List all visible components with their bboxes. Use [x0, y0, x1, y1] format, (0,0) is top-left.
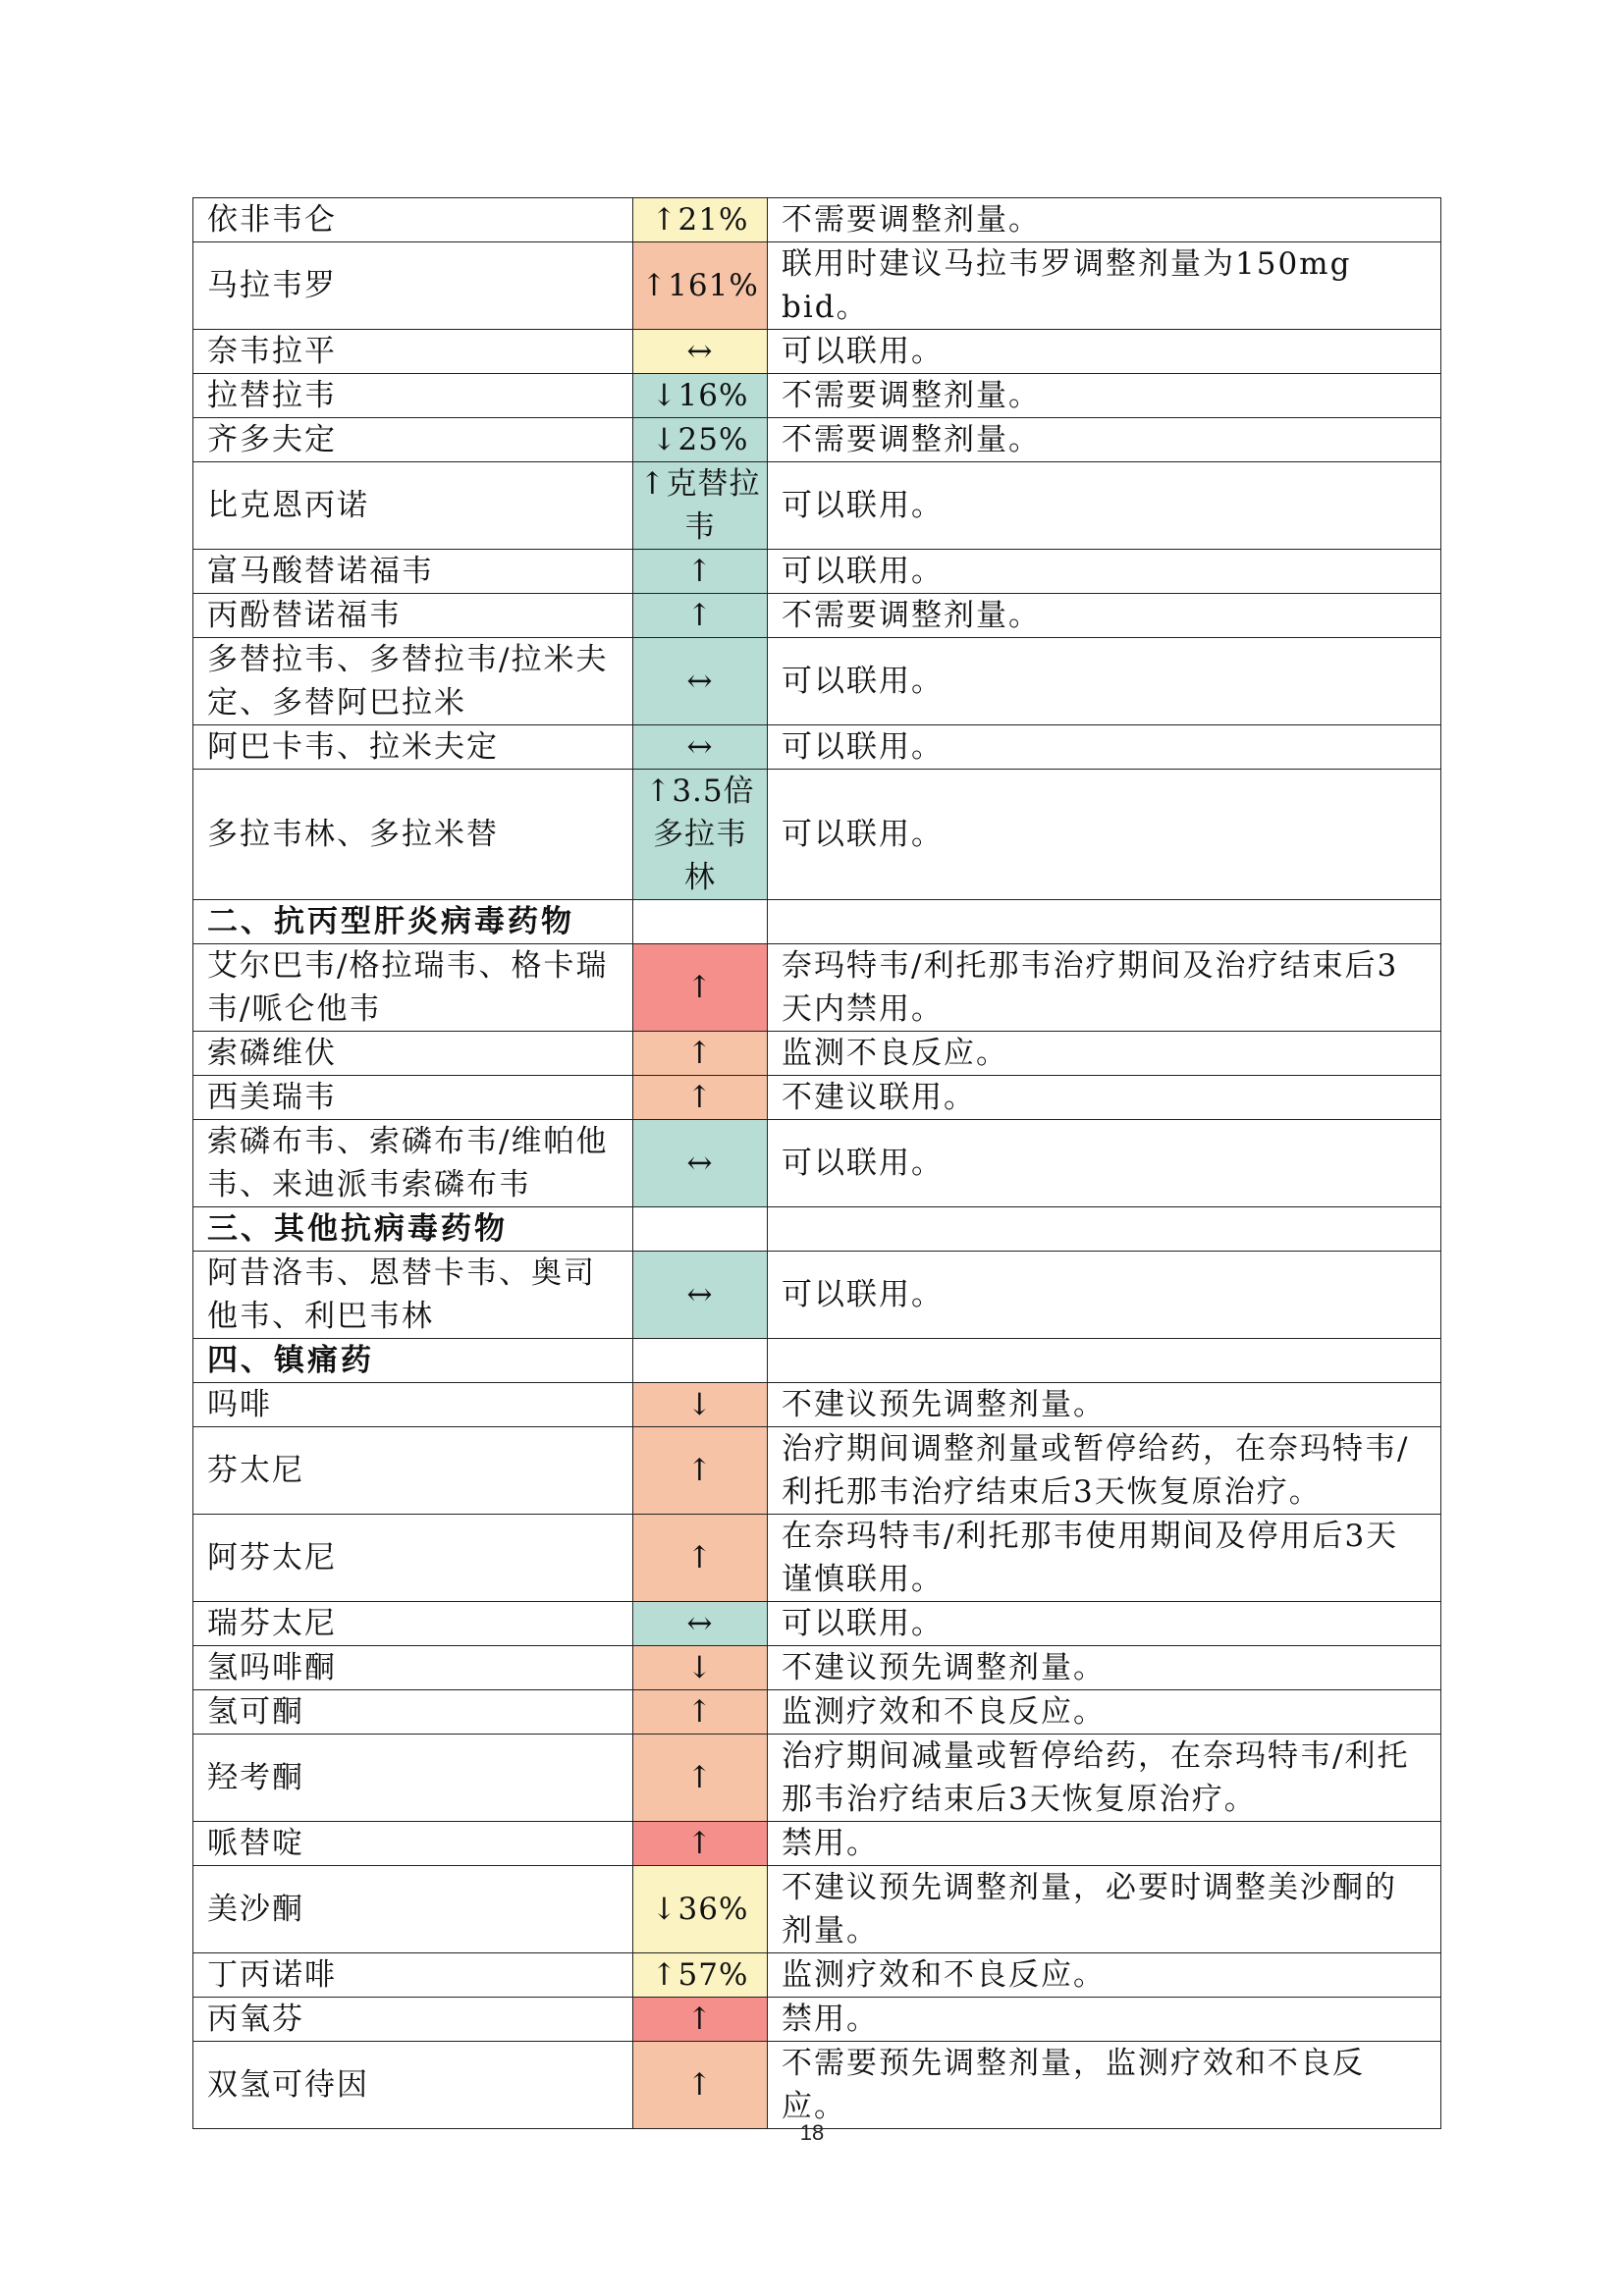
effect-cell: ↔: [633, 638, 768, 725]
effect-cell: ↓16%: [633, 374, 768, 418]
drug-interaction-table: [192, 197, 1441, 2129]
drug-name-cell: 奈韦拉平: [193, 330, 633, 374]
table-row: [193, 1646, 1441, 1690]
table-row: [193, 725, 1441, 770]
recommendation-cell: 可以联用。: [768, 330, 1441, 374]
table-row: [193, 1866, 1441, 1953]
table-row: [193, 418, 1441, 462]
drug-name-cell: 多拉韦林、多拉米替: [193, 770, 633, 900]
recommendation-cell: [768, 900, 1441, 944]
table-row: [193, 1427, 1441, 1515]
effect-cell: ↑: [633, 944, 768, 1032]
recommendation-cell: 可以联用。: [768, 550, 1441, 594]
recommendation-cell: [768, 1339, 1441, 1383]
effect-cell: [633, 1339, 768, 1383]
effect-cell: ↑: [633, 594, 768, 638]
drug-name-cell: 芬太尼: [193, 1427, 633, 1515]
recommendation-cell: 监测不良反应。: [768, 1032, 1441, 1076]
drug-name-cell: 依非韦仑: [193, 198, 633, 242]
drug-name-cell: 羟考酮: [193, 1735, 633, 1822]
effect-cell: ↑57%: [633, 1953, 768, 1998]
recommendation-cell: 监测疗效和不良反应。: [768, 1953, 1441, 1998]
effect-cell: ↑: [633, 2042, 768, 2129]
recommendation-cell: 在奈玛特韦/利托那韦使用期间及停用后3天谨慎联用。: [768, 1515, 1441, 1602]
recommendation-cell: 不建议联用。: [768, 1076, 1441, 1120]
table-row: [193, 1120, 1441, 1207]
effect-cell: ↔: [633, 1120, 768, 1207]
recommendation-cell: [768, 1207, 1441, 1252]
recommendation-cell: 奈玛特韦/利托那韦治疗期间及治疗结束后3天内禁用。: [768, 944, 1441, 1032]
table-row: [193, 242, 1441, 330]
recommendation-cell: 治疗期间减量或暂停给药，在奈玛特韦/利托那韦治疗结束后3天恢复原治疗。: [768, 1735, 1441, 1822]
recommendation-cell: 不建议预先调整剂量。: [768, 1646, 1441, 1690]
table-row: [193, 944, 1441, 1032]
table-row: [193, 550, 1441, 594]
effect-cell: [633, 1207, 768, 1252]
drug-name-cell: 氢可酮: [193, 1690, 633, 1735]
drug-name-cell: 美沙酮: [193, 1866, 633, 1953]
effect-cell: ↓25%: [633, 418, 768, 462]
effect-cell: ↑: [633, 1076, 768, 1120]
table-row: [193, 1383, 1441, 1427]
recommendation-cell: 不需要预先调整剂量，监测疗效和不良反应。: [768, 2042, 1441, 2129]
section-title: 三、其他抗病毒药物: [193, 1207, 633, 1252]
effect-cell: ↓: [633, 1383, 768, 1427]
recommendation-cell: 不需要调整剂量。: [768, 198, 1441, 242]
recommendation-cell: 不建议预先调整剂量，必要时调整美沙酮的剂量。: [768, 1866, 1441, 1953]
section-title: 四、镇痛药: [193, 1339, 633, 1383]
drug-name-cell: 瑞芬太尼: [193, 1602, 633, 1646]
table-row: [193, 1690, 1441, 1735]
table-row: [193, 330, 1441, 374]
recommendation-cell: 可以联用。: [768, 725, 1441, 770]
effect-cell: ↓36%: [633, 1866, 768, 1953]
recommendation-cell: 可以联用。: [768, 1120, 1441, 1207]
drug-name-cell: 丁丙诺啡: [193, 1953, 633, 1998]
drug-name-cell: 丙氧芬: [193, 1998, 633, 2042]
drug-name-cell: 西美瑞韦: [193, 1076, 633, 1120]
recommendation-cell: 联用时建议马拉韦罗调整剂量为150mg bid。: [768, 242, 1441, 330]
drug-name-cell: 阿巴卡韦、拉米夫定: [193, 725, 633, 770]
drug-name-cell: 多替拉韦、多替拉韦/拉米夫定、多替阿巴拉米: [193, 638, 633, 725]
effect-cell: ↔: [633, 1252, 768, 1339]
table-row: [193, 1032, 1441, 1076]
drug-name-cell: 氢吗啡酮: [193, 1646, 633, 1690]
drug-name-cell: 索磷布韦、索磷布韦/维帕他韦、来迪派韦索磷布韦: [193, 1120, 633, 1207]
effect-cell: ↑: [633, 1735, 768, 1822]
recommendation-cell: 不需要调整剂量。: [768, 374, 1441, 418]
recommendation-cell: 可以联用。: [768, 1602, 1441, 1646]
section-title: 二、抗丙型肝炎病毒药物: [193, 900, 633, 944]
effect-cell: ↑: [633, 1998, 768, 2042]
table-row: [193, 198, 1441, 242]
recommendation-cell: 治疗期间调整剂量或暂停给药，在奈玛特韦/利托那韦治疗结束后3天恢复原治疗。: [768, 1427, 1441, 1515]
table-row: [193, 1076, 1441, 1120]
table-row: [193, 1252, 1441, 1339]
table-row: [193, 1735, 1441, 1822]
table-row: [193, 1515, 1441, 1602]
effect-cell: ↔: [633, 330, 768, 374]
drug-name-cell: 富马酸替诺福韦: [193, 550, 633, 594]
effect-cell: [633, 900, 768, 944]
effect-cell: ↑: [633, 1515, 768, 1602]
recommendation-cell: 不建议预先调整剂量。: [768, 1383, 1441, 1427]
section-header-row: [193, 900, 1441, 944]
effect-cell: ↑3.5倍多拉韦林: [633, 770, 768, 900]
effect-cell: ↔: [633, 1602, 768, 1646]
drug-name-cell: 比克恩丙诺: [193, 462, 633, 550]
drug-name-cell: 齐多夫定: [193, 418, 633, 462]
recommendation-cell: 监测疗效和不良反应。: [768, 1690, 1441, 1735]
drug-name-cell: 索磷维伏: [193, 1032, 633, 1076]
recommendation-cell: 可以联用。: [768, 638, 1441, 725]
section-header-row: [193, 1339, 1441, 1383]
table-row: [193, 594, 1441, 638]
recommendation-cell: 不需要调整剂量。: [768, 594, 1441, 638]
table-row: [193, 770, 1441, 900]
effect-cell: ↑21%: [633, 198, 768, 242]
table-body: [193, 198, 1441, 2129]
section-header-row: [193, 1207, 1441, 1252]
effect-cell: ↑: [633, 1427, 768, 1515]
recommendation-cell: 可以联用。: [768, 770, 1441, 900]
effect-cell: ↔: [633, 725, 768, 770]
recommendation-cell: 可以联用。: [768, 462, 1441, 550]
drug-name-cell: 拉替拉韦: [193, 374, 633, 418]
effect-cell: ↑克替拉韦: [633, 462, 768, 550]
drug-name-cell: 马拉韦罗: [193, 242, 633, 330]
table-row: [193, 2042, 1441, 2129]
drug-name-cell: 吗啡: [193, 1383, 633, 1427]
effect-cell: ↑161%: [633, 242, 768, 330]
table-row: [193, 1822, 1441, 1866]
table-row: [193, 1998, 1441, 2042]
recommendation-cell: 可以联用。: [768, 1252, 1441, 1339]
recommendation-cell: 禁用。: [768, 1822, 1441, 1866]
effect-cell: ↑: [633, 1690, 768, 1735]
effect-cell: ↑: [633, 1822, 768, 1866]
table-row: [193, 1602, 1441, 1646]
drug-name-cell: 阿昔洛韦、恩替卡韦、奥司他韦、利巴韦林: [193, 1252, 633, 1339]
drug-name-cell: 阿芬太尼: [193, 1515, 633, 1602]
page-number: 18: [799, 2120, 825, 2145]
drug-name-cell: 哌替啶: [193, 1822, 633, 1866]
effect-cell: ↑: [633, 1032, 768, 1076]
recommendation-cell: 不需要调整剂量。: [768, 418, 1441, 462]
drug-name-cell: 双氢可待因: [193, 2042, 633, 2129]
recommendation-cell: 禁用。: [768, 1998, 1441, 2042]
table-row: [193, 1953, 1441, 1998]
drug-name-cell: 艾尔巴韦/格拉瑞韦、格卡瑞韦/哌仑他韦: [193, 944, 633, 1032]
table-row: [193, 462, 1441, 550]
effect-cell: ↓: [633, 1646, 768, 1690]
effect-cell: ↑: [633, 550, 768, 594]
table-row: [193, 374, 1441, 418]
table-row: [193, 638, 1441, 725]
drug-name-cell: 丙酚替诺福韦: [193, 594, 633, 638]
